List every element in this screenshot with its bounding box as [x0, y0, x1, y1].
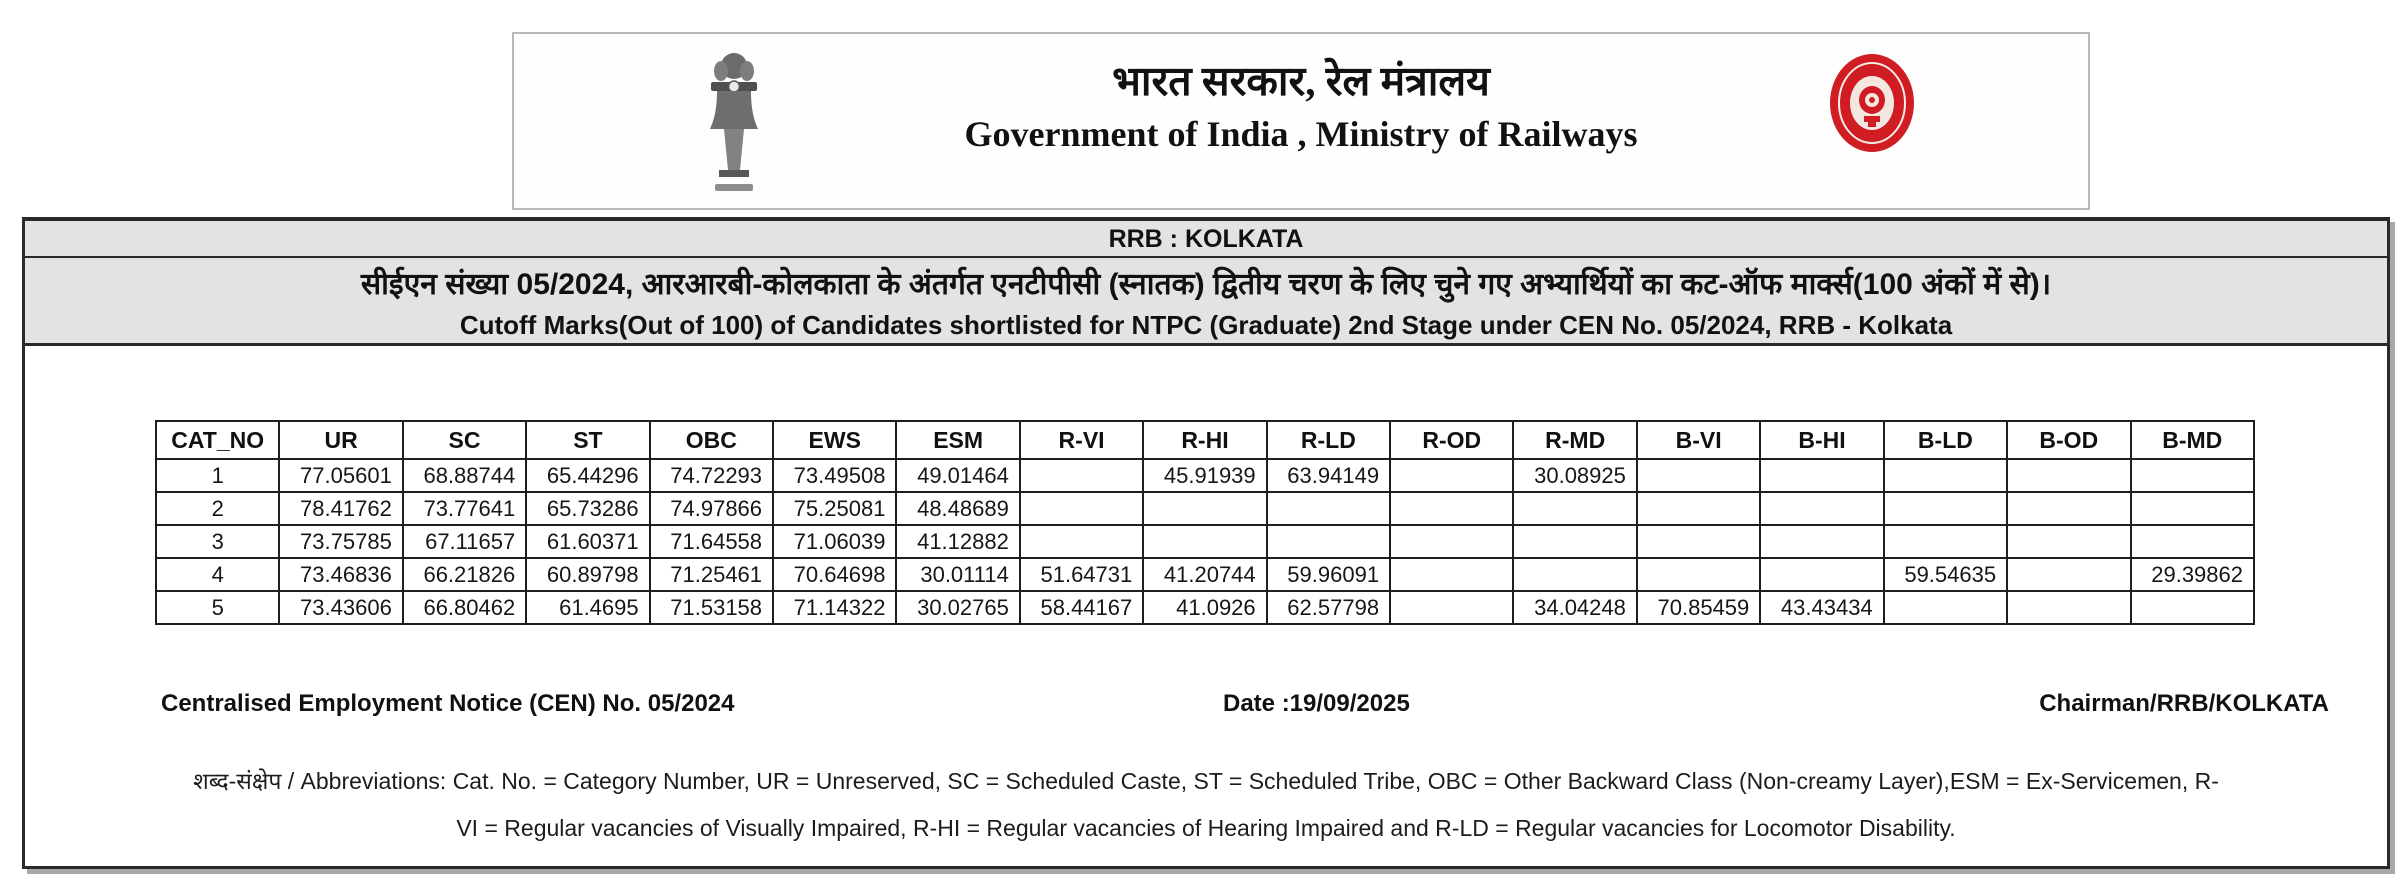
cutoff-value-cell	[1637, 459, 1760, 492]
cutoff-value-cell	[2007, 558, 2130, 591]
cutoff-value-cell	[1884, 459, 2007, 492]
ministry-title-english: Government of India , Ministry of Railways	[964, 114, 1638, 155]
column-header-esm: ESM	[896, 421, 1019, 459]
cutoff-value-cell	[1884, 525, 2007, 558]
notice-body	[22, 217, 2390, 869]
column-header-r-od: R-OD	[1390, 421, 1513, 459]
cutoff-value-cell	[1020, 459, 1143, 492]
cutoff-value-cell	[1390, 492, 1513, 525]
column-header-sc: SC	[403, 421, 526, 459]
cutoff-value-cell: 60.89798	[526, 558, 649, 591]
cutoff-value-cell: 68.88744	[403, 459, 526, 492]
cutoff-value-cell: 49.01464	[896, 459, 1019, 492]
cutoff-value-cell	[2131, 525, 2255, 558]
table-header-row	[156, 421, 2254, 459]
column-header-r-vi: R-VI	[1020, 421, 1143, 459]
notice-date: Date :19/09/2025	[1223, 690, 1410, 717]
cutoff-value-cell	[1143, 492, 1266, 525]
cutoff-value-cell: 65.73286	[526, 492, 649, 525]
cutoff-value-cell	[2131, 591, 2255, 624]
cutoff-value-cell: 70.64698	[773, 558, 896, 591]
cutoff-value-cell	[1267, 492, 1390, 525]
cutoff-value-cell: 34.04248	[1513, 591, 1636, 624]
cutoff-value-cell: 43.43434	[1760, 591, 1883, 624]
abbreviations-line1: शब्द-संक्षेप / Abbreviations: Cat. No. = Category Number, UR = Unreserved, SC = Scheduled Caste, ST = Scheduled Tribe, OBC = Other Backward Class (Non-creamy Layer),ESM = Ex-Servicemen, R-	[193, 768, 2219, 794]
cutoff-value-cell	[1884, 591, 2007, 624]
cutoff-value-cell: 66.80462	[403, 591, 526, 624]
cutoff-value-cell	[1760, 492, 1883, 525]
column-header-b-md: B-MD	[2131, 421, 2255, 459]
table-row	[156, 492, 2254, 525]
cutoff-value-cell	[1143, 525, 1266, 558]
cutoff-value-cell: 61.60371	[526, 525, 649, 558]
cutoff-value-cell: 71.06039	[773, 525, 896, 558]
indian-railways-logo-icon	[1828, 52, 1916, 154]
column-header-ews: EWS	[773, 421, 896, 459]
cutoff-value-cell: 59.96091	[1267, 558, 1390, 591]
column-header-b-ld: B-LD	[1884, 421, 2007, 459]
table-row	[156, 591, 2254, 624]
cutoff-value-cell	[1020, 525, 1143, 558]
signatory: Chairman/RRB/KOLKATA	[2039, 690, 2329, 717]
cutoff-value-cell: 29.39862	[2131, 558, 2255, 591]
table-row	[156, 558, 2254, 591]
cutoff-value-cell	[1020, 492, 1143, 525]
ministry-title-hindi: भारत सरकार, रेल मंत्रालय	[1112, 58, 1490, 104]
column-header-b-hi: B-HI	[1760, 421, 1883, 459]
column-header-r-ld: R-LD	[1267, 421, 1390, 459]
cutoff-value-cell	[1637, 558, 1760, 591]
cutoff-value-cell: 73.43606	[279, 591, 402, 624]
cutoff-value-cell: 71.25461	[650, 558, 773, 591]
cutoff-value-cell: 48.48689	[896, 492, 1019, 525]
column-header-cat-no: CAT_NO	[156, 421, 279, 459]
cutoff-value-cell	[2131, 459, 2255, 492]
cutoff-value-cell: 66.21826	[403, 558, 526, 591]
column-header-r-md: R-MD	[1513, 421, 1636, 459]
cutoff-value-cell: 41.0926	[1143, 591, 1266, 624]
cutoff-value-cell: 41.20744	[1143, 558, 1266, 591]
cutoff-value-cell	[1390, 525, 1513, 558]
cutoff-value-cell: 51.64731	[1020, 558, 1143, 591]
cutoff-value-cell: 61.4695	[526, 591, 649, 624]
cutoff-value-cell	[1637, 492, 1760, 525]
government-header	[512, 32, 2090, 210]
cutoff-value-cell	[1513, 492, 1636, 525]
cutoff-value-cell: 73.75785	[279, 525, 402, 558]
column-header-r-hi: R-HI	[1143, 421, 1266, 459]
cutoff-value-cell	[1760, 525, 1883, 558]
cen-notice: Centralised Employment Notice (CEN) No. 05/2024	[161, 690, 735, 717]
column-header-b-vi: B-VI	[1637, 421, 1760, 459]
notice-title-hindi: सीईएन संख्या 05/2024, आरआरबी-कोलकाता के अंतर्गत एनटीपीसी (स्नातक) द्वितीय चरण के लिए चुने गए अभ्यार्थियों का कट-ऑफ मार्क्स(100 अंकों में से)।	[360, 268, 2052, 301]
cutoff-value-cell: 67.11657	[403, 525, 526, 558]
cutoff-value-cell	[1637, 525, 1760, 558]
table-row	[156, 459, 2254, 492]
board-name: RRB : KOLKATA	[25, 221, 2387, 258]
cutoff-value-cell: 78.41762	[279, 492, 402, 525]
cutoff-value-cell	[2007, 591, 2130, 624]
cutoff-value-cell	[1390, 558, 1513, 591]
category-number-cell: 3	[156, 525, 279, 558]
cutoff-value-cell: 45.91939	[1143, 459, 1266, 492]
cutoff-value-cell: 71.53158	[650, 591, 773, 624]
notice-title-english: Cutoff Marks(Out of 100) of Candidates shortlisted for NTPC (Graduate) 2nd Stage under CEN No. 05/2024, RRB - Kolkata	[459, 310, 1953, 340]
cutoff-value-cell	[1390, 459, 1513, 492]
cutoff-value-cell: 77.05601	[279, 459, 402, 492]
cutoff-value-cell	[1513, 558, 1636, 591]
cutoff-value-cell: 30.02765	[896, 591, 1019, 624]
category-number-cell: 4	[156, 558, 279, 591]
table-row	[156, 525, 2254, 558]
cutoff-value-cell: 58.44167	[1020, 591, 1143, 624]
cutoff-value-cell	[2007, 459, 2130, 492]
cutoff-value-cell: 71.64558	[650, 525, 773, 558]
cutoff-value-cell	[1760, 558, 1883, 591]
cutoff-value-cell	[2131, 492, 2255, 525]
column-header-st: ST	[526, 421, 649, 459]
cutoff-value-cell: 70.85459	[1637, 591, 1760, 624]
column-header-obc: OBC	[650, 421, 773, 459]
cutoff-value-cell: 30.08925	[1513, 459, 1636, 492]
cutoff-value-cell	[1884, 492, 2007, 525]
cutoff-value-cell: 71.14322	[773, 591, 896, 624]
cutoff-value-cell	[1513, 525, 1636, 558]
cutoff-value-cell: 74.97866	[650, 492, 773, 525]
category-number-cell: 2	[156, 492, 279, 525]
category-number-cell: 5	[156, 591, 279, 624]
cutoff-table	[155, 420, 2255, 625]
cutoff-value-cell: 74.72293	[650, 459, 773, 492]
category-number-cell: 1	[156, 459, 279, 492]
column-header-ur: UR	[279, 421, 402, 459]
cutoff-value-cell	[2007, 492, 2130, 525]
cutoff-value-cell: 30.01114	[896, 558, 1019, 591]
cutoff-value-cell: 59.54635	[1884, 558, 2007, 591]
cutoff-value-cell: 62.57798	[1267, 591, 1390, 624]
cutoff-value-cell: 73.49508	[773, 459, 896, 492]
cutoff-value-cell	[1267, 525, 1390, 558]
cutoff-value-cell: 41.12882	[896, 525, 1019, 558]
abbreviations-line2: VI = Regular vacancies of Visually Impaired, R-HI = Regular vacancies of Hearing Impaired and R-LD = Regular vacancies for Locomotor Disability.	[456, 815, 1956, 841]
cutoff-value-cell: 63.94149	[1267, 459, 1390, 492]
column-header-b-od: B-OD	[2007, 421, 2130, 459]
cutoff-value-cell	[1390, 591, 1513, 624]
notice-title-band	[25, 258, 2387, 346]
cutoff-value-cell: 73.77641	[403, 492, 526, 525]
cutoff-value-cell	[2007, 525, 2130, 558]
cutoff-value-cell: 75.25081	[773, 492, 896, 525]
cutoff-value-cell: 65.44296	[526, 459, 649, 492]
cutoff-value-cell: 73.46836	[279, 558, 402, 591]
cutoff-value-cell	[1760, 459, 1883, 492]
abbreviations	[25, 758, 2387, 852]
